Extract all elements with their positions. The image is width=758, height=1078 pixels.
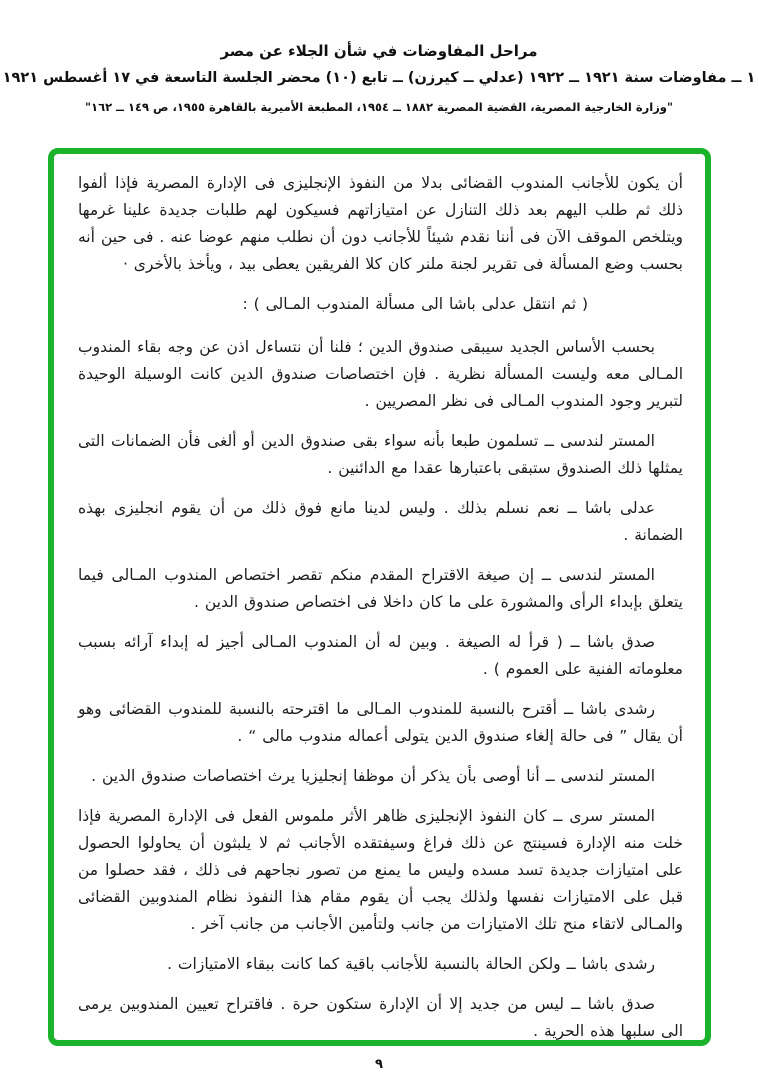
stage-direction: ( ثم انتقل عدلى باشا الى مسألة المندوب المـالى ) : (242, 295, 588, 313)
page-number: ٩ (375, 1057, 383, 1072)
continuation-paragraph: أن يكون للأجانب المندوب القضائى بدلا من النفوذ الإنجليزى فى الإدارة المصرية فإذا ألفوا ذلك ثم طلب اليهم بعد ذلك التنازل عن امتيازاتهم فسيكون لهم طلبات جديدة علينا غرمها ويتلخص الموقف الآن فى أننا نقدم شيئاً للأجانب دون أن نطلب منهم عوضا عنه . فى حين أنه بحسب وضع المسألة فى تقرير لجنة ملنر كان كلا الفريقين يعطى بيد ، ويأخذ بالأخرى · (78, 174, 683, 273)
dialogue-mr-lindsay-1: المستر لندسى ــ تسلمون طبعا بأنه سواء بقى صندوق الدين أو ألغى فأن الضمانات التى يمثلها ذلك الصندوق ستبقى باعتبارها عقدا مع الدائنين . (78, 432, 683, 477)
source-citation: "وزارة الخارجية المصرية، القضية المصرية ١٨٨٢ ــ ١٩٥٤، المطبعة الأميرية بالقاهرة ١٩٥٥، ص ١٤٩ ــ ١٦٢" (85, 100, 673, 114)
document-title: مراحل المفاوضات في شأن الجلاء عن مصر (220, 42, 538, 60)
dialogue-mr-lindsay-2: المستر لندسى ــ إن صيغة الاقتراح المقدم منكم تقصر اختصاص المندوب المـالى فيما يتعلق بإبداء الرأى والمشورة على ما كان داخلا فى اختصاص صندوق الدين . (78, 566, 683, 611)
dialogue-mr-lindsay-3: المستر لندسى ــ أنا أوصى بأن يذكر أن موظفا إنجليزيا يرث اختصاصات صندوق الدين . (91, 767, 655, 785)
dialogue-sidky-pasha-1: صدق باشا ــ ( قرأ له الصيغة . وبين له أن المندوب المـالى أجيز له إبداء آرائه بسبب معلوماته الفنية على العموم ) . (78, 633, 683, 678)
dialogue-mr-siri: المستر سرى ــ كان النفوذ الإنجليزى ظاهر الأثر ملموس الفعل فى الإدارة المصرية فإذا خلت منه الإدارة فسينتج عن ذلك فراغ وسيفتقده الأجانب ثم لا يلبثون أن يحاولوا الحصول على امتيازات جديدة تسد مسده وليس ما يمنع من تصور نجاحهم فى ذلك ، فقد حصلوا من قبل على الامتيازات نفسها ولذلك يجب أن يقوم مقام هذا النفوذ نظام المندوبين القضائى والمـالى لاتقاء منح تلك الامتيازات من جانب ولتأمين الأجانب من جانب آخر . (78, 807, 683, 933)
dialogue-rushdi-pasha-1: رشدى باشا ــ أقترح بالنسبة للمندوب المـالى ما اقترحته بالنسبة للمندوب القضائى وهو أن يقال ” فى حالة إلغاء صندوق الدين يتولى أعماله مندوب مالى “ . (78, 700, 683, 745)
dialogue-sidky-pasha-2: صدق باشا ــ ليس من جديد إلا أن الإدارة ستكون حرة . فاقتراح تعيين المندوبين يرمى الى سلبها هذه الحرية . (78, 995, 683, 1040)
document-subtitle: ١ ــ مفاوضات سنة ١٩٢١ ــ ١٩٢٢ (عدلي ــ كيرزن) ــ تابع (١٠) محضر الجلسة التاسعة في ١٧ أغسطس ١٩٢١ (2, 70, 756, 86)
green-frame (48, 148, 711, 1046)
dialogue-adli-pasha-1: عدلى باشا ــ نعم نسلم بذلك . وليس لدينا مانع فوق ذلك من أن يقوم انجليزى بهذه الضمانة . (78, 499, 683, 544)
narration-paragraph: بحسب الأساس الجديد سيبقى صندوق الدين ؛ فلنا أن نتساءل اذن عن وجه بقاء المندوب المـالى معه وليست المسألة نظرية . فإن اختصاصات صندوق الدين كانت الوسيلة الوحيدة لتبرير وجود المندوب المـالى فى نظر المصريين . (78, 338, 683, 410)
dialogue-rushdi-pasha-2: رشدى باشا ــ ولكن الحالة بالنسبة للأجانب باقية كما كانت ببقاء الامتيازات . (167, 955, 655, 973)
